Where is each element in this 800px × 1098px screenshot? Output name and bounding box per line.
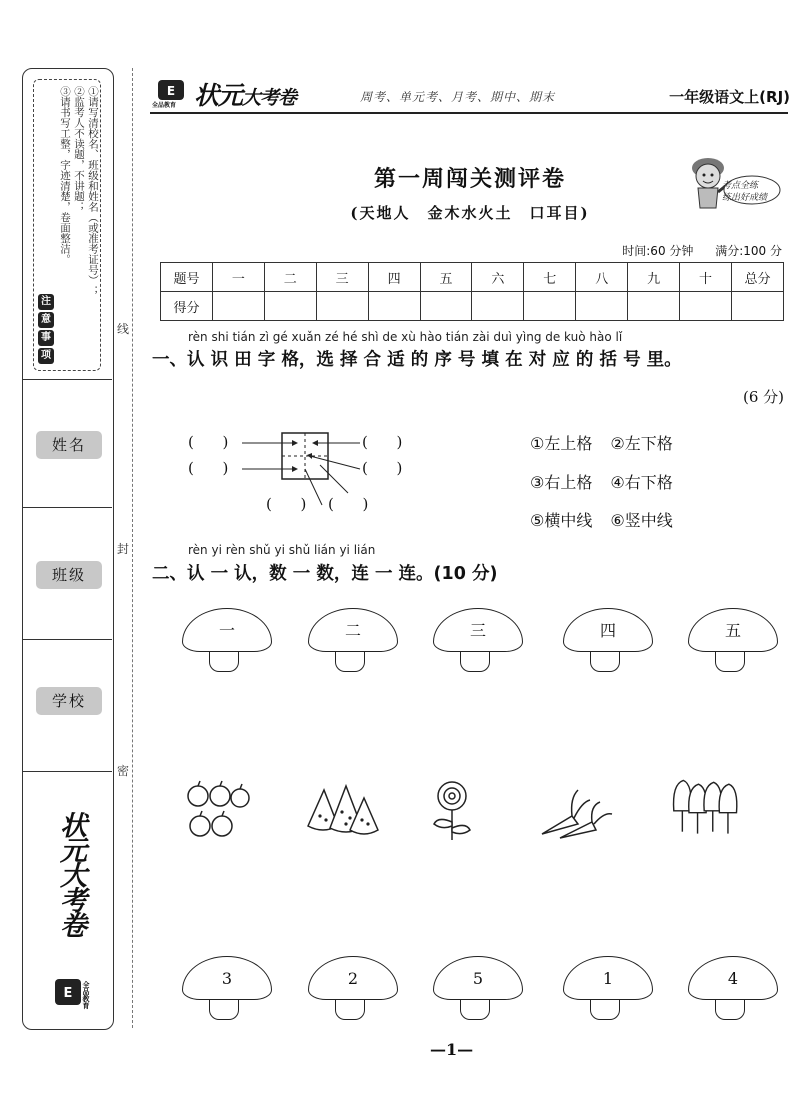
option-row: ⑤横中线 ⑥竖中线 bbox=[530, 511, 673, 530]
divider bbox=[23, 379, 112, 380]
apples-icon[interactable] bbox=[182, 776, 258, 846]
mushroom-bottom-2[interactable]: 2 bbox=[308, 956, 398, 1026]
grid-options bbox=[530, 425, 691, 541]
score-cell[interactable] bbox=[368, 292, 420, 321]
score-cell[interactable] bbox=[212, 292, 264, 321]
cut-line bbox=[132, 68, 133, 1028]
notice-title: 注 意 事 项 bbox=[38, 294, 56, 364]
cut-mark: 线 bbox=[117, 322, 130, 336]
section1-pinyin: rèn shi tián zì gé xuǎn zé hé shì de xù hào tián zài duì yìng de kuò hào lǐ bbox=[188, 330, 623, 344]
school-field[interactable]: 学校 bbox=[36, 687, 102, 715]
notice-line-3: ③请书写工整，字迹清楚，卷面整洁。 bbox=[59, 86, 71, 265]
divider bbox=[23, 771, 112, 772]
score-cell[interactable] bbox=[731, 292, 783, 321]
mushroom-top-3[interactable]: 三 bbox=[433, 608, 523, 678]
grade-label: 一年级语文上(RJ) bbox=[669, 88, 790, 106]
notice-lines bbox=[58, 86, 100, 366]
notice-line-2: ②监考人不读题，不讲题； bbox=[73, 86, 85, 212]
score-cell[interactable] bbox=[472, 292, 524, 321]
answer-paren[interactable]: ( ) bbox=[362, 459, 403, 477]
score-cell[interactable] bbox=[264, 292, 316, 321]
mushroom-top-4[interactable]: 四 bbox=[563, 608, 653, 678]
brand-vertical: 状元大考卷 bbox=[55, 811, 86, 936]
section2-heading: 二、认 一 认，数 一 数，连 一 连。(10 分) bbox=[152, 564, 498, 584]
score-cell[interactable] bbox=[316, 292, 368, 321]
notice-line-1: ①请写清校名、班级和姓名（或准考证号）； bbox=[87, 86, 99, 296]
divider bbox=[23, 639, 112, 640]
exam-total: 满分:100 分 bbox=[715, 244, 782, 258]
answer-paren[interactable]: ( ) bbox=[188, 433, 229, 451]
svg-text:E: E bbox=[166, 84, 176, 98]
answer-paren[interactable]: ( ) bbox=[188, 459, 229, 477]
option-row: ③右上格 ④右下格 bbox=[530, 472, 673, 492]
mushroom-top-1[interactable]: 一 bbox=[182, 608, 272, 678]
page-header bbox=[150, 76, 790, 112]
mascot-caption: 考点全练 练出好成绩 bbox=[722, 181, 768, 203]
mushroom-top-2[interactable]: 二 bbox=[308, 608, 398, 678]
mushroom-top-5[interactable]: 五 bbox=[688, 608, 778, 678]
cut-mark: 密 bbox=[117, 764, 130, 778]
section1-heading: 一、认 识 田 字 格，选 择 合 适 的 序 号 填 在 对 应 的 括 号 里。 bbox=[152, 350, 682, 370]
name-field[interactable]: 姓名 bbox=[36, 431, 102, 459]
option-row: ①左上格 ②左下格 bbox=[530, 434, 673, 453]
flower-icon[interactable] bbox=[422, 776, 498, 846]
cut-mark: 封 bbox=[117, 542, 130, 556]
section1-points: (6 分) bbox=[742, 388, 784, 406]
binding-strip bbox=[22, 68, 114, 1030]
score-table bbox=[160, 262, 784, 321]
answer-paren[interactable]: ( ) bbox=[362, 433, 403, 451]
answer-paren[interactable]: ( ) bbox=[266, 495, 307, 513]
brand-title: 状元大考卷 bbox=[194, 81, 297, 110]
mushroom-bottom-1[interactable]: 3 bbox=[182, 956, 272, 1026]
publisher-vertical: 全品教育 bbox=[82, 981, 90, 1009]
section2-pinyin: rèn yi rèn shǔ yi shǔ lián yi lián bbox=[188, 543, 376, 557]
page-title: 第一周闯关测评卷 bbox=[373, 167, 566, 192]
header-rule bbox=[150, 112, 788, 114]
header-subtitle: 周考、单元考、月考、期中、期末 bbox=[360, 90, 556, 104]
score-cell[interactable] bbox=[680, 292, 732, 321]
divider bbox=[23, 507, 112, 508]
svg-text:E: E bbox=[63, 986, 73, 1001]
score-cell[interactable] bbox=[420, 292, 472, 321]
exam-info bbox=[604, 242, 782, 259]
score-cell[interactable] bbox=[576, 292, 628, 321]
trees-icon[interactable] bbox=[670, 772, 746, 842]
watermelon-icon[interactable] bbox=[304, 776, 380, 846]
mushroom-bottom-4[interactable]: 1 bbox=[563, 956, 653, 1026]
exam-time: 时间:60 分钟 bbox=[622, 244, 694, 258]
score-cell[interactable] bbox=[628, 292, 680, 321]
answer-paren[interactable]: ( ) bbox=[328, 495, 369, 513]
carrots-icon[interactable] bbox=[538, 776, 614, 846]
mushroom-bottom-3[interactable]: 5 bbox=[433, 956, 523, 1026]
page-number: —1— bbox=[430, 1040, 474, 1059]
table-row: 题号 一 二 三 四 五 六 七 八 九 十 总分 bbox=[161, 263, 784, 292]
notice-box bbox=[33, 79, 101, 371]
publisher-logo-text: 全品教育 bbox=[152, 102, 177, 109]
page-subtitle: (天地人 金木水火土 口耳目) bbox=[350, 204, 590, 222]
tian-grid-diagram bbox=[180, 425, 440, 525]
score-cell[interactable] bbox=[524, 292, 576, 321]
table-row: 得分 bbox=[161, 292, 784, 321]
class-field[interactable]: 班级 bbox=[36, 561, 102, 589]
mushroom-bottom-5[interactable]: 4 bbox=[688, 956, 778, 1026]
